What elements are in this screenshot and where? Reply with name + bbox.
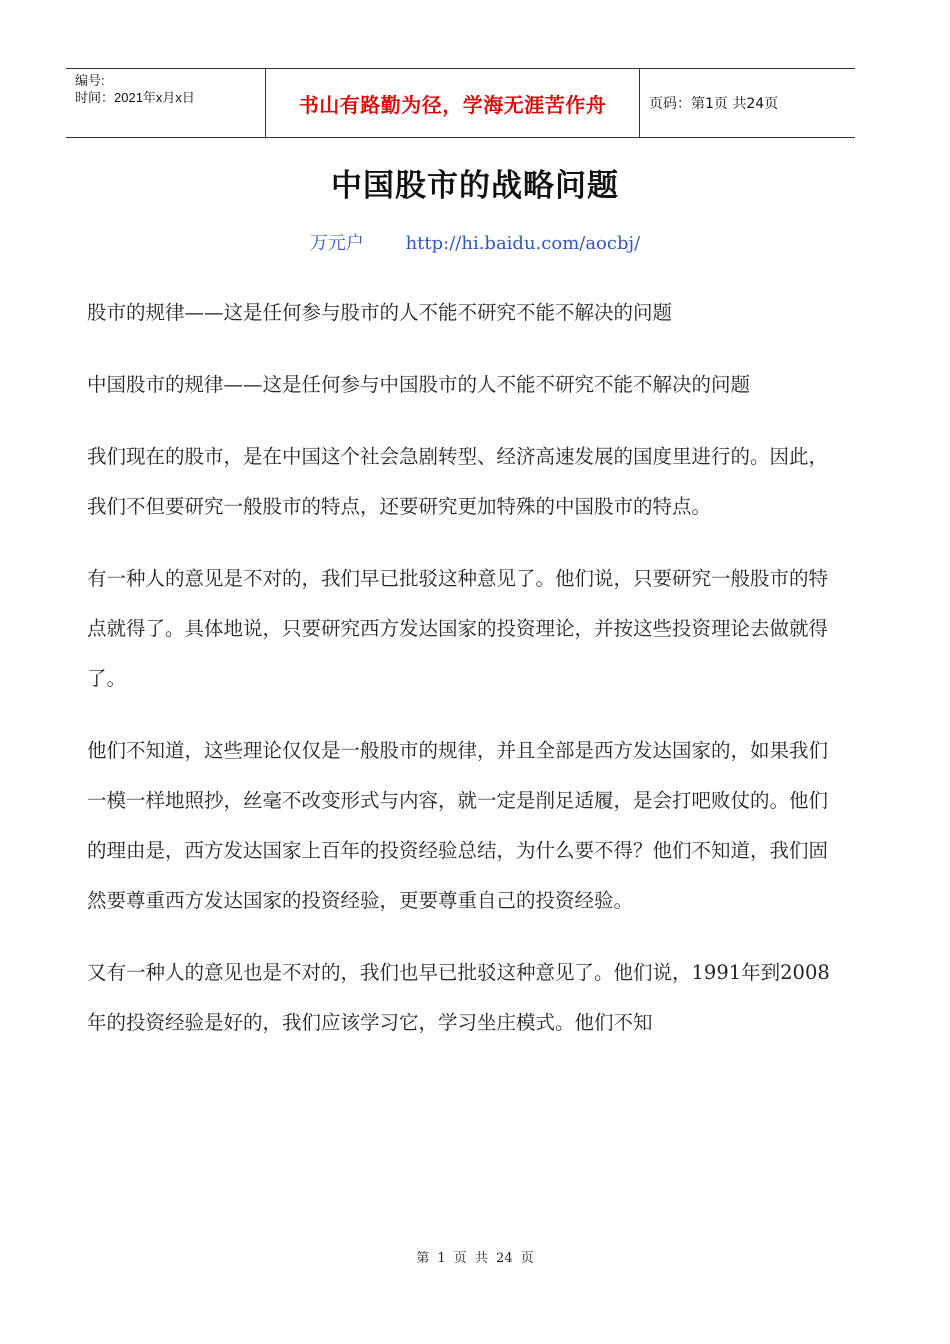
byline bbox=[0, 229, 950, 255]
paragraph: 他们不知道，这些理论仅仅是一般股市的规律，并且全部是西方发达国家的，如果我们一模一样地照抄，丝毫不改变形式与内容，就一定是削足适履，是会打吧败仗的。他们的理由是，西方发达国家上百年的投资经验总结，为什么要不得？他们不知道，我们固然要尊重西方发达国家的投资经验，更要尊重自己的投资经验。 bbox=[87, 739, 829, 912]
header-table bbox=[66, 68, 855, 138]
serial-label: 编号: bbox=[75, 73, 105, 88]
paragraph: 有一种人的意见是不对的，我们早已批驳这种意见了。他们说，只要研究一般股市的特点就得了。具体地说，只要研究西方发达国家的投资理论，并按这些投资理论去做就得了。 bbox=[87, 567, 829, 690]
paragraph: 中国股市的规律——这是任何参与中国股市的人不能不研究不能不解决的问题 bbox=[87, 373, 751, 396]
header-motto: 书山有路勤为径，学海无涯苦作舟 bbox=[266, 69, 640, 137]
author-name: 万元户 bbox=[309, 233, 364, 254]
author-url[interactable]: http://hi.baidu.com/aocbj/ bbox=[405, 233, 641, 254]
paragraph: 我们现在的股市，是在中国这个社会急剧转型、经济高速发展的国度里进行的。因此，我们不但要研究一般股市的特点，还要研究更加特殊的中国股市的特点。 bbox=[87, 445, 829, 518]
document-title: 中国股市的战略问题 bbox=[331, 168, 619, 204]
time-label: 时间：2021年x月x日 bbox=[75, 90, 195, 105]
page-footer: 第 1 页 共 24 页 bbox=[416, 1251, 534, 1266]
paragraph: 又有一种人的意见也是不对的，我们也早已批驳这种意见了。他们说，1991年到2008年的投资经验是好的，我们应该学习它，学习坐庄模式。他们不知 bbox=[87, 961, 830, 1034]
header-page-info: 页码：第1页 共24页 bbox=[649, 96, 779, 112]
document-body bbox=[87, 288, 839, 1070]
header-meta-cell bbox=[66, 69, 266, 137]
paragraph: 股市的规律——这是任何参与股市的人不能不研究不能不解决的问题 bbox=[87, 301, 673, 324]
